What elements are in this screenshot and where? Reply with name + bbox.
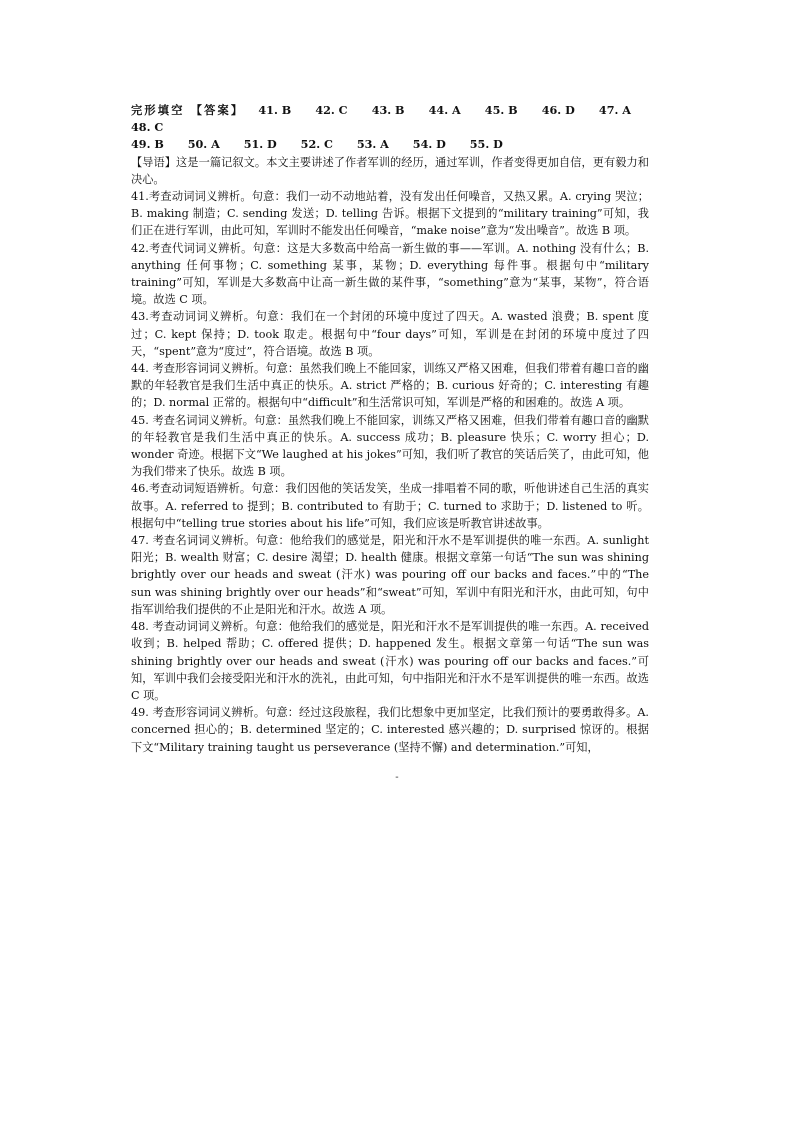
answer-item: 47. A	[598, 103, 631, 117]
answer-title: 完形填空 【答案】	[131, 103, 245, 117]
answer-item: 49. B	[131, 137, 164, 152]
analysis-45: 45. 考查名词词义辨析。句意：虽然我们晚上不能回家，训练又严格又困难，但我们带着有趣口音的幽默的年轻教官是我们生活中真正的快乐。A. success 成功；B. pleasure 快乐；C. worry 担心；D. wonder 奇迹。根据下文“We laughed at his jokes”可知，我们听了教官的笑话后笑了，由此可知，他为我们带来了快乐。故选 B 项。	[131, 413, 649, 479]
answer-analysis	[131, 102, 649, 756]
analysis-46: 46.考查动词短语辨析。句意：我们因他的笑话发笑，坐成一排唱着不同的歌，听他讲述自己生活的真实故事。A. referred to 提到；B. contributed to 有助于；C. turned to 求助于；D. listened to 听。根据句中“telling true stories about his life”可知，我们应该是听教官讲述故事。	[131, 482, 649, 530]
answer-item: 45. B	[484, 103, 518, 117]
analysis-47: 47. 考查名词词义辨析。句意：他给我们的感觉是，阳光和汗水不是军训提供的唯一东西。A. sunlight 阳光；B. wealth 财富；C. desire 渴望；D. health 健康。根据文章第一句话“The sun was shining brightly over our heads and sweat (汗水) was pouring off our backs and faces.”中的“The sun was shining brightly over our heads”和“sweat”可知，军训中有阳光和汗水，由此可知，句中指军训给我们提供的不止是阳光和汗水。故选 A 项。	[131, 534, 649, 616]
answer-item: 51. D	[243, 137, 277, 152]
answer-item: 50. A	[187, 137, 220, 152]
answer-item: 48. C	[131, 120, 164, 135]
page-footer-mark: -	[395, 772, 399, 783]
answer-row-2	[131, 136, 649, 153]
analysis-41: 41.考查动词词义辨析。句意：我们一动不动地站着，没有发出任何噪音，又热又累。A. crying 哭泣；B. making 制造；C. sending 发送；D. telling 告诉。根据下文提到的“military training”可知，我们正在进行军训，由此可知，军训时不能发出任何噪音，“make noise”意为“发出噪音”。故选 B 项。	[131, 190, 649, 238]
analysis-44: 44. 考查形容词词义辨析。句意：虽然我们晚上不能回家，训练又严格又困难，但我们带着有趣口音的幽默的年轻教官是我们生活中真正的快乐。A. strict 严格的；B. curious 好奇的；C. interesting 有趣的；D. normal 正常的。根据句中“difficult”和生活常识可知，军训是严格的和困难的。故选 A 项。	[131, 362, 649, 410]
analysis-42: 42.考查代词词义辨析。句意：这是大多数高中给高一新生做的事——军训。A. nothing 没有什么；B. anything 任何事物；C. something 某事，某物；D. everything 每件事。根据句中“military training”可知，军训是大多数高中让高一新生做的某件事，“something”意为“某事，某物”，符合语境。故选 C 项。	[131, 241, 649, 307]
answer-item: 41. B	[258, 103, 292, 117]
answer-item: 43. B	[371, 103, 405, 117]
answer-item: 52. C	[300, 137, 333, 152]
intro-paragraph: 【导语】这是一篇记叙文。本文主要讲述了作者军训的经历，通过军训，作者变得更加自信，更有毅力和决心。	[131, 155, 649, 186]
answer-item: 44. A	[428, 103, 461, 117]
answer-item: 55. D	[469, 137, 503, 152]
answer-key	[131, 102, 649, 154]
answer-row-1	[131, 102, 649, 136]
answer-item: 53. A	[356, 137, 389, 152]
analysis-49: 49. 考查形容词词义辨析。句意：经过这段旅程，我们比想象中更加坚定，比我们预计的要勇敢得多。A. concerned 担心的；B. determined 坚定的；C. interested 感兴趣的；D. surprised 惊讶的。根据下文“Military training taught us perseverance (坚持不懈) and determination.”可知，	[131, 706, 649, 754]
analysis-43: 43.考查动词词义辨析。句意：我们在一个封闭的环境中度过了四天。A. wasted 浪费；B. spent 度过；C. kept 保持；D. took 取走。根据句中“four days”可知，军训是在封闭的环境中度过了四天，“spent”意为“度过”，符合语境。故选 B 项。	[131, 310, 649, 358]
analysis-48: 48. 考查动词词义辨析。句意：他给我们的感觉是，阳光和汗水不是军训提供的唯一东西。A. received 收到；B. helped 帮助；C. offered 提供；D. happened 发生。根据文章第一句话“The sun was shining brightly over our heads and sweat (汗水) was pouring off our backs and faces.”可知，军训中我们会接受阳光和汗水的洗礼，由此可知，句中指阳光和汗水不是军训提供的唯一东西。故选 C 项。	[131, 620, 649, 702]
answer-item: 42. C	[315, 103, 348, 117]
answer-item: 54. D	[412, 137, 446, 152]
answer-item: 46. D	[541, 103, 575, 117]
